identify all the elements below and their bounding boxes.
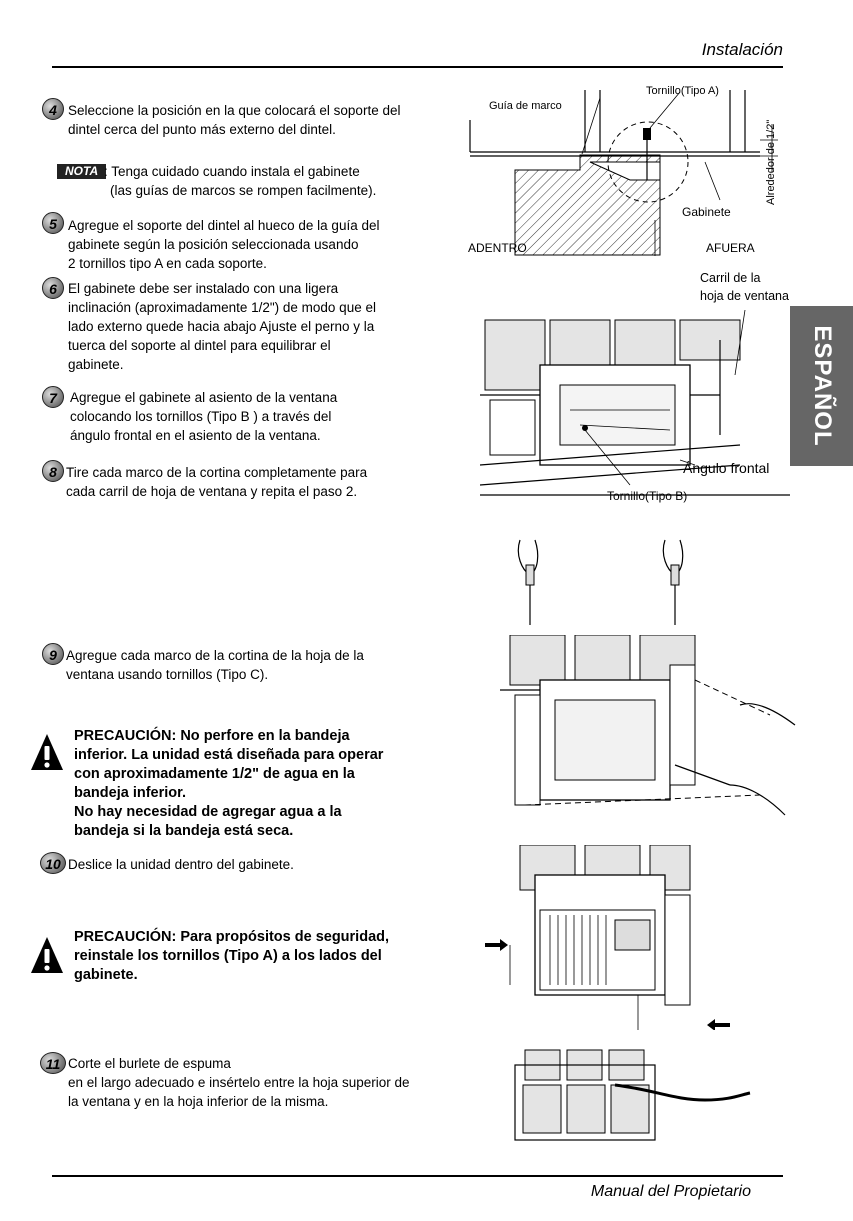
step-8-text — [66, 463, 367, 501]
language-tab-label: ESPAÑOL — [808, 325, 836, 447]
caution-1-line: bandeja inferior. — [74, 785, 186, 801]
step-4-line: dintel cerca del punto más externo del dintel. — [68, 122, 336, 137]
step-7-line: Agregue el gabinete al asiento de la ventana — [70, 390, 338, 405]
step-7-line: colocando los tornillos (Tipo B ) a través del — [70, 409, 332, 424]
fig1-label-afuera: AFUERA — [706, 241, 755, 255]
step-6-line: tuerca del soporte al dintel para equilibrar el — [68, 338, 331, 353]
fig1-label-tornillo-a: Tornillo(Tipo A) — [646, 85, 719, 97]
step-9-text — [66, 646, 364, 684]
step-11-line: la ventana y en la hoja inferior de la misma. — [68, 1094, 329, 1109]
fig1-label-alrededor: Alrededor de 1/2" — [765, 119, 777, 205]
step-number-5: 5 — [42, 212, 64, 234]
nota-line: : Tenga cuidado cuando instala el gabinete — [104, 164, 360, 179]
fig2-label-tornillo-b: Tornillo(Tipo B) — [607, 489, 688, 503]
caution-2-line: reinstale los tornillos (Tipo A) a los lados del — [74, 948, 382, 964]
fig1-label-adentro: ADENTRO — [468, 241, 527, 255]
step-6-line: lado externo quede hacia abajo Ajuste el perno y la — [68, 319, 375, 334]
caution-2-text — [74, 928, 389, 985]
language-tab — [790, 306, 853, 466]
step-11-line: Corte el burlete de espuma — [68, 1056, 231, 1071]
caution-1-line: inferior. La unidad está diseñada para operar — [74, 747, 384, 763]
step-4-text — [68, 101, 400, 139]
step-9-line: ventana usando tornillos (Tipo C). — [66, 667, 269, 682]
warning-icon — [30, 732, 64, 772]
header-rule — [52, 66, 783, 68]
step-7-text — [70, 388, 337, 445]
step-10-text — [68, 855, 294, 874]
figure-unit-in-cabinet — [480, 845, 740, 1030]
step-6-line: inclinación (aproximadamente 1/2") de modo que el — [68, 300, 376, 315]
fig2-label-angulo: Ángulo frontal — [683, 460, 770, 476]
step-number-6: 6 — [42, 277, 64, 299]
step-10-line: Deslice la unidad dentro del gabinete. — [68, 857, 294, 872]
caution-1-text — [74, 727, 383, 841]
step-number-4: 4 — [42, 98, 64, 120]
caution-1-line: PRECAUCIÓN: No perfore en la bandeja — [74, 728, 350, 744]
step-number-8: 8 — [42, 460, 64, 482]
caution-1-line: con aproximadamente 1/2" de agua en la — [74, 766, 355, 782]
step-6-line: El gabinete debe ser instalado con una ligera — [68, 281, 339, 296]
nota-line: (las guías de marcos se rompen facilmente). — [110, 183, 377, 198]
nota-text — [104, 162, 376, 200]
step-6-line: gabinete. — [68, 357, 124, 372]
nota-badge: NOTA — [57, 164, 106, 179]
step-number-9: 9 — [42, 643, 64, 665]
step-5-line: gabinete según la posición seleccionada usando — [68, 237, 359, 252]
step-8-line: Tire cada marco de la cortina completamente para — [66, 465, 368, 480]
step-number-11: 11 — [40, 1052, 66, 1074]
step-4-line: Seleccione la posición en la que colocará el soporte del — [68, 103, 401, 118]
caution-2-line: gabinete. — [74, 967, 138, 983]
figure-screwdrivers — [500, 535, 700, 625]
step-9-line: Agregue cada marco de la cortina de la hoja de la — [66, 648, 364, 663]
fig2-label-carril-1: Carril de la — [700, 271, 761, 285]
warning-icon — [30, 935, 64, 975]
step-7-line: ángulo frontal en el asiento de la ventana. — [70, 428, 321, 443]
step-11-line: en el largo adecuado e insértelo entre la hoja superior de — [68, 1075, 410, 1090]
step-5-line: 2 tornillos tipo A en cada soporte. — [68, 256, 267, 271]
caution-2-line: PRECAUCIÓN: Para propósitos de seguridad, — [74, 929, 390, 945]
fig1-label-gabinete: Gabinete — [682, 205, 731, 219]
fig2-label-carril-2: hoja de ventana — [700, 289, 789, 303]
fig1-label-guia: Guía de marco — [489, 100, 562, 112]
figure-curtain-frames — [500, 635, 800, 835]
step-5-line: Agregue el soporte del dintel al hueco de la guía del — [68, 218, 380, 233]
step-5-text — [68, 216, 379, 273]
page-footer-title: Manual del Propietario — [590, 1183, 751, 1200]
step-6-text — [68, 279, 376, 374]
step-number-7: 7 — [42, 386, 64, 408]
caution-1-line: No hay necesidad de agregar agua a la — [74, 804, 342, 820]
page-header-title: Instalación — [701, 40, 783, 59]
figure-foam-seal — [505, 1045, 755, 1145]
step-number-10: 10 — [40, 852, 66, 874]
caution-1-line: bandeja si la bandeja está seca. — [74, 823, 294, 839]
step-11-text — [68, 1054, 409, 1111]
footer-rule — [52, 1175, 783, 1177]
step-8-line: cada carril de hoja de ventana y repita el paso 2. — [66, 484, 358, 499]
